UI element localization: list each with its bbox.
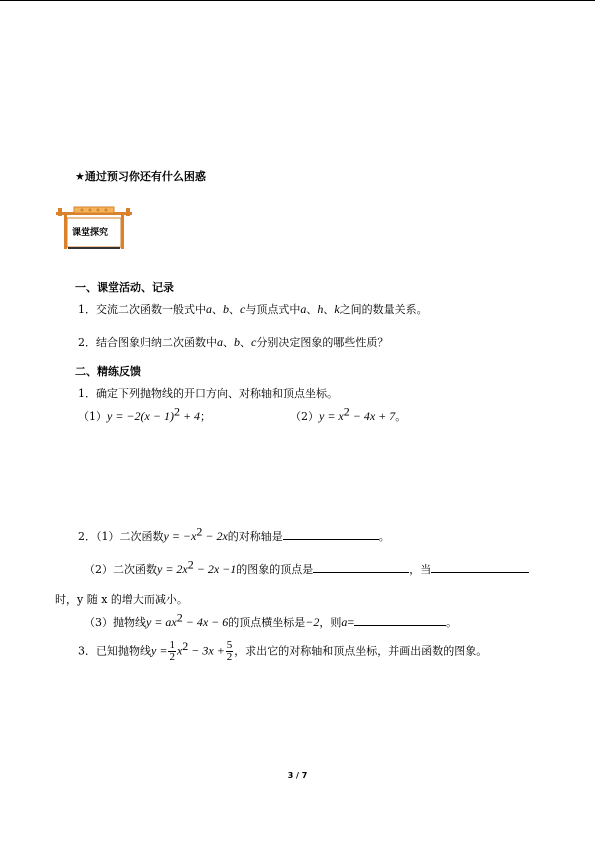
var-c: c <box>251 335 257 349</box>
exponent: 2 <box>176 610 183 625</box>
classroom-explore-badge <box>54 206 134 252</box>
s1q1-mid: 与顶点式中 <box>245 303 301 316</box>
answer-blank[interactable] <box>313 561 409 573</box>
var-c: c <box>240 302 246 316</box>
sep: 、 <box>229 303 240 316</box>
var-k: k <box>334 302 340 316</box>
s2q1-part1 <box>78 404 212 424</box>
denominator: 2 <box>169 651 175 663</box>
fraction-half <box>168 640 176 663</box>
punct: 。 <box>446 616 458 629</box>
q-suffix: 的图象的顶点是 <box>236 563 314 576</box>
badge-label: 课堂探究 <box>72 228 109 238</box>
exponent: 2 <box>343 404 350 419</box>
section1-heading: 一、课堂活动、记录 <box>75 281 174 294</box>
var-a: a <box>206 302 212 316</box>
equation: y = 2x <box>157 562 188 576</box>
equation: y = −x <box>163 529 197 543</box>
equation-tail: − 4x + 7 <box>349 409 396 423</box>
var-b: b <box>223 302 229 316</box>
answer-blank[interactable] <box>283 528 379 540</box>
q-prefix: 2．（1）二次函数 <box>78 530 164 543</box>
numerator: 1 <box>169 639 175 651</box>
q-prefix: 3．已知抛物线 <box>78 644 151 658</box>
sep: 、 <box>306 303 318 316</box>
part-label: （2） <box>290 410 319 423</box>
s2q2-part1 <box>78 524 390 544</box>
s2q3 <box>78 640 487 663</box>
s2q1-part2 <box>290 404 407 424</box>
var-a: a <box>217 335 223 349</box>
punct: 。 <box>395 410 407 423</box>
answer-blank[interactable] <box>354 614 446 626</box>
punct: 。 <box>378 530 390 543</box>
equation-tail: + 4 <box>179 409 201 423</box>
equation: y = x <box>319 409 344 423</box>
exponent: 2 <box>182 638 189 653</box>
fraction-five-halves <box>226 640 234 663</box>
equation-lhs: y = <box>151 643 168 658</box>
equation: y = −2(x − 1) <box>107 409 174 423</box>
q-then: ，则 <box>319 616 342 629</box>
denominator: 2 <box>226 651 233 663</box>
sep: 、 <box>323 303 335 316</box>
exponent: 2 <box>187 557 194 572</box>
var-b: b <box>234 335 240 349</box>
numerator: 5 <box>226 639 233 651</box>
equation: y = ax <box>146 615 177 629</box>
var-x: x <box>176 643 183 658</box>
equals: = <box>347 615 355 629</box>
answer-blank[interactable] <box>431 561 529 573</box>
sep: 、 <box>212 303 223 316</box>
part-label: （1） <box>78 410 107 423</box>
section2-heading: 二、精练反馈 <box>75 365 141 378</box>
q-mid: 的顶点横坐标是 <box>228 616 306 629</box>
s2q2-part3 <box>84 610 458 630</box>
q-suffix: 的对称轴是 <box>227 530 283 543</box>
var-a: a <box>341 615 348 629</box>
equation-mid: − 3x + <box>188 643 225 658</box>
doubt-heading: ★通过预习你还有什么困惑 <box>75 170 206 183</box>
s1q1-prefix: 1．交流二次函数一般式中 <box>78 303 206 316</box>
var-a: a <box>300 302 307 316</box>
s2q2-part2-continued: 时，y 随 x 的增大而减小。 <box>55 593 188 606</box>
s1-question-1 <box>78 301 428 317</box>
s1q1-suffix: 之间的数量关系。 <box>339 303 428 316</box>
page-number: 3 / 7 <box>287 771 308 780</box>
q-prefix: （3）抛物线 <box>84 616 146 629</box>
q-suffix: ，求出它的对称轴和顶点坐标，并画出函数的图象。 <box>234 644 488 658</box>
s2q1-intro: 1．确定下列抛物线的开口方向、对称轴和顶点坐标。 <box>78 387 338 400</box>
equation-tail: − 2x <box>202 529 228 543</box>
punct: ； <box>200 410 212 423</box>
value: −2 <box>305 615 320 629</box>
q-prefix: （2）二次函数 <box>84 563 157 576</box>
equation-tail: − 2x −1 <box>193 562 237 576</box>
var-h: h <box>317 302 324 316</box>
sep: 、 <box>240 336 251 349</box>
s1q2-prefix: 2．结合图象归纳二次函数中 <box>78 336 217 349</box>
q-mid: ，当 <box>409 563 432 576</box>
exponent: 2 <box>173 404 180 419</box>
s1-question-2 <box>78 334 388 350</box>
page-top-rule <box>0 0 595 1</box>
s2q2-part2 <box>84 557 529 577</box>
exponent: 2 <box>196 524 203 539</box>
s1q2-suffix: 分别决定图象的哪些性质？ <box>256 336 389 349</box>
sep: 、 <box>223 336 234 349</box>
equation-tail: − 4x − 6 <box>182 615 229 629</box>
